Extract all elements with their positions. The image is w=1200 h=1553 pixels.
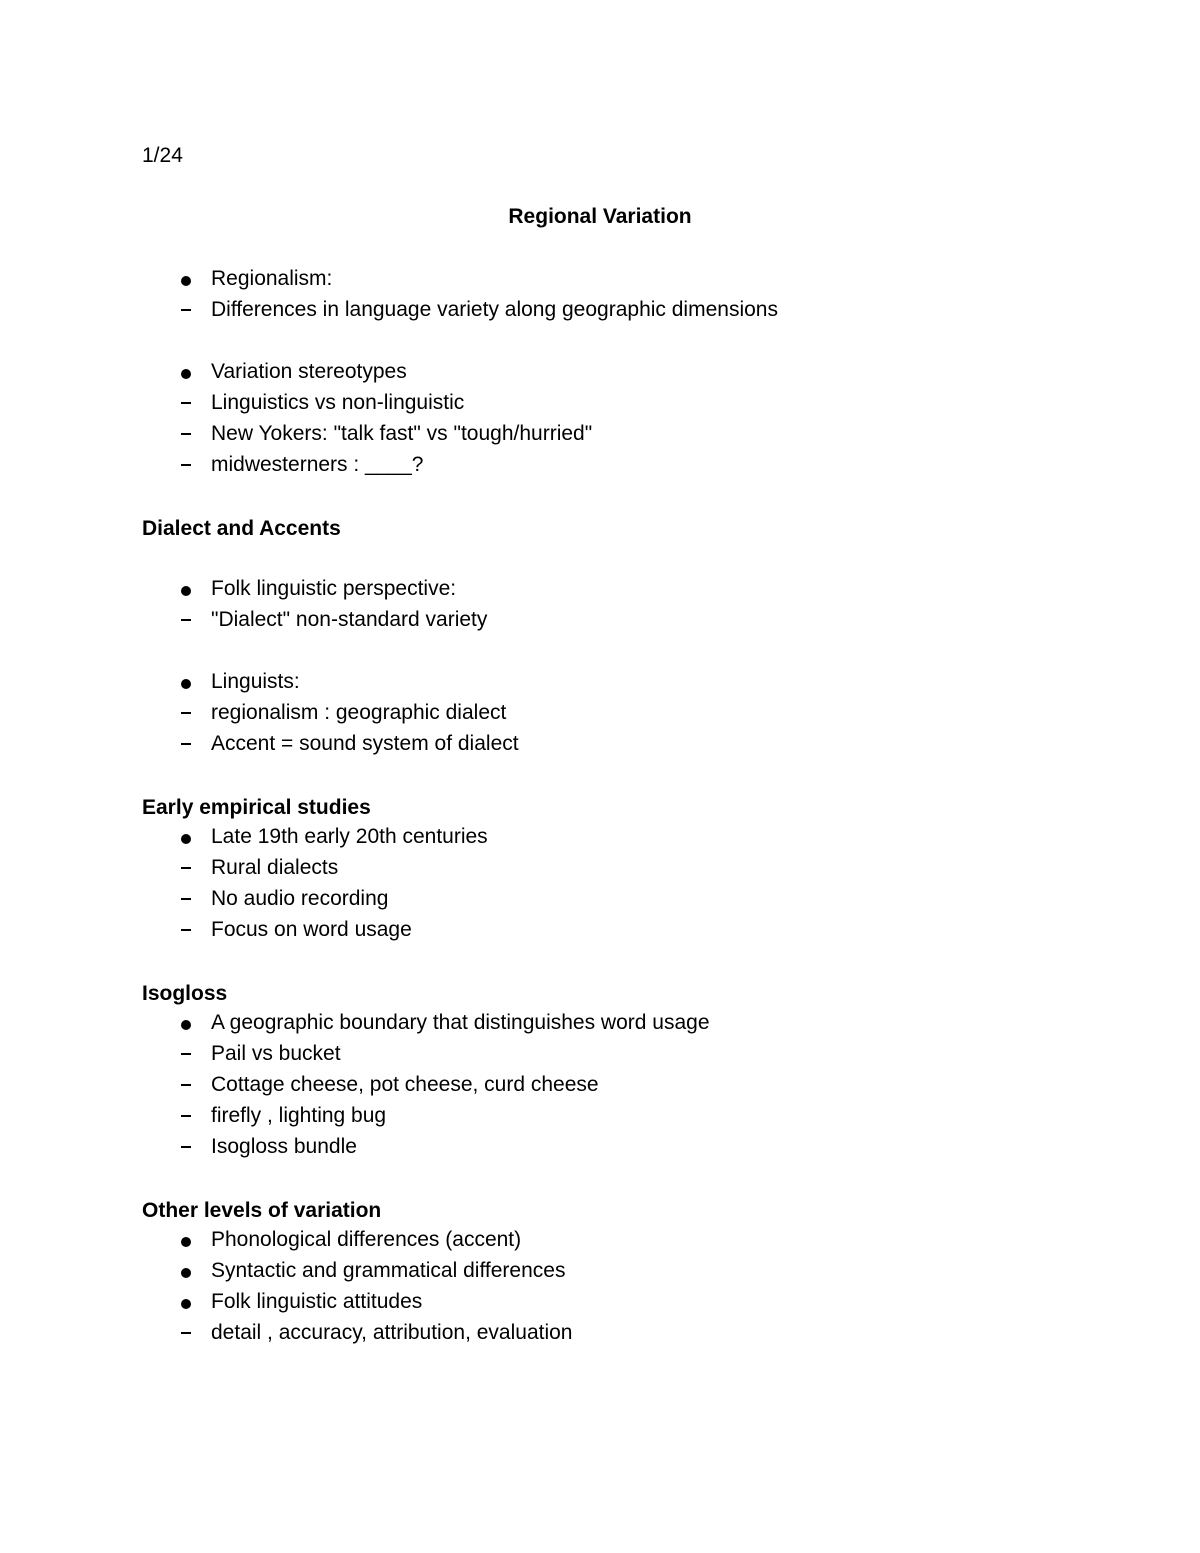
dash-item	[0, 856, 1100, 887]
dash-marker-icon	[172, 1321, 200, 1345]
dash-item	[0, 1073, 1100, 1104]
dash-marker-icon	[172, 887, 200, 911]
item-text: Linguistics vs non-linguistic	[211, 391, 465, 414]
section-heading: Dialect and Accents	[142, 517, 341, 540]
bullet-item	[0, 1011, 1100, 1042]
dash-marker-icon	[172, 298, 200, 322]
item-text: Differences in language variety along geographic dimensions	[211, 298, 778, 321]
dash-item	[0, 608, 1100, 639]
dash-marker-icon	[172, 1073, 200, 1097]
dash-marker-icon	[172, 1104, 200, 1128]
item-text: Folk linguistic perspective:	[211, 577, 457, 600]
item-text: Isogloss bundle	[211, 1135, 357, 1158]
item-text: midwesterners : ____?	[211, 453, 424, 476]
item-text: A geographic boundary that distinguishes word usage	[211, 1011, 710, 1034]
bullet-marker-icon	[172, 577, 200, 601]
item-text: Rural dialects	[211, 856, 339, 879]
date-label: 1/24	[142, 144, 183, 167]
item-text: Syntactic and grammatical differences	[211, 1259, 566, 1282]
bullet-item	[0, 1228, 1100, 1259]
item-text: Accent = sound system of dialect	[211, 732, 519, 755]
item-text: Late 19th early 20th centuries	[211, 825, 488, 848]
page-title: Regional Variation	[508, 205, 692, 228]
bullet-marker-icon	[172, 267, 200, 291]
item-text: firefly , lighting bug	[211, 1104, 387, 1127]
item-text: No audio recording	[211, 887, 389, 910]
dash-item	[0, 1321, 1100, 1352]
dash-marker-icon	[172, 1042, 200, 1066]
bullet-item	[0, 360, 1100, 391]
item-text: Folk linguistic attitudes	[211, 1290, 423, 1313]
item-text: Variation stereotypes	[211, 360, 407, 383]
dash-item	[0, 453, 1100, 484]
dash-marker-icon	[172, 391, 200, 415]
section-heading: Other levels of variation	[142, 1199, 382, 1222]
dash-item	[0, 918, 1100, 949]
item-text: Cottage cheese, pot cheese, curd cheese	[211, 1073, 599, 1096]
dash-item	[0, 732, 1100, 763]
bullet-marker-icon	[172, 1228, 200, 1252]
dash-item	[0, 422, 1100, 453]
item-text: New Yokers: "talk fast" vs "tough/hurried"	[211, 422, 593, 445]
bullet-marker-icon	[172, 360, 200, 384]
dash-marker-icon	[172, 701, 200, 725]
dash-item	[0, 1135, 1100, 1166]
item-text: "Dialect" non-standard variety	[211, 608, 488, 631]
bullet-item	[0, 670, 1100, 701]
section-heading: Early empirical studies	[142, 796, 371, 819]
bullet-item	[0, 267, 1100, 298]
item-text: Regionalism:	[211, 267, 333, 290]
dash-item	[0, 887, 1100, 918]
bullet-item	[0, 1259, 1100, 1290]
bullet-item	[0, 577, 1100, 608]
dash-marker-icon	[172, 856, 200, 880]
dash-marker-icon	[172, 918, 200, 942]
item-text: Pail vs bucket	[211, 1042, 341, 1065]
dash-item	[0, 701, 1100, 732]
dash-item	[0, 1042, 1100, 1073]
bullet-marker-icon	[172, 1259, 200, 1283]
item-text: detail , accuracy, attribution, evaluation	[211, 1321, 573, 1344]
section-heading: Isogloss	[142, 982, 228, 1005]
bullet-marker-icon	[172, 825, 200, 849]
item-text: Linguists:	[211, 670, 300, 693]
dash-marker-icon	[172, 732, 200, 756]
dash-marker-icon	[172, 422, 200, 446]
bullet-marker-icon	[172, 1011, 200, 1035]
item-text: Phonological differences (accent)	[211, 1228, 522, 1251]
bullet-item	[0, 1290, 1100, 1321]
bullet-item	[0, 825, 1100, 856]
dash-marker-icon	[172, 608, 200, 632]
dash-marker-icon	[172, 453, 200, 477]
bullet-marker-icon	[172, 1290, 200, 1314]
dash-item	[0, 1104, 1100, 1135]
dash-marker-icon	[172, 1135, 200, 1159]
dash-item	[0, 391, 1100, 422]
dash-item	[0, 298, 1100, 329]
item-text: regionalism : geographic dialect	[211, 701, 507, 724]
item-text: Focus on word usage	[211, 918, 412, 941]
bullet-marker-icon	[172, 670, 200, 694]
